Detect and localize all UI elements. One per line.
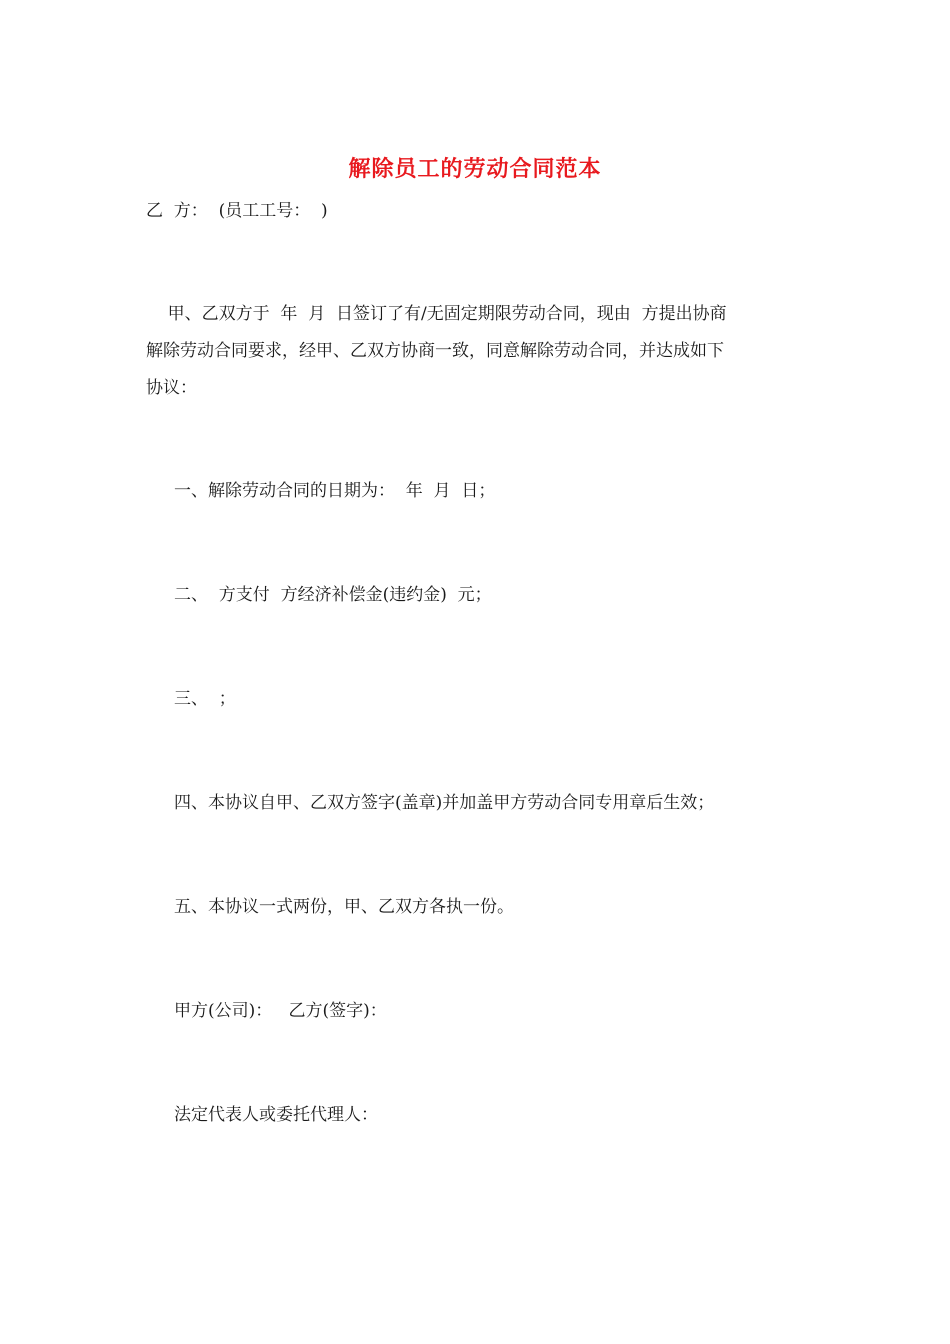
clause-2: 二、 方支付 方经济补偿金(违约金) 元； <box>174 585 492 605</box>
clause-4: 四、本协议自甲、乙双方签字(盖章)并加盖甲方劳动合同专用章后生效； <box>174 793 715 813</box>
clause-1: 一、解除劳动合同的日期为： 年 月 日； <box>174 481 496 501</box>
intro-line-2: 解除劳动合同要求，经甲、乙双方协商一致，同意解除劳动合同，并达成如下 <box>146 341 724 361</box>
representative-line: 法定代表人或委托代理人： <box>174 1105 378 1125</box>
document-title: 解除员工的劳动合同范本 <box>348 156 602 182</box>
clause-3: 三、 ； <box>174 689 236 709</box>
signature-line: 甲方(公司)： 乙方(签字)： <box>174 1001 387 1021</box>
party-b-line: 乙 方： (员工工号： ) <box>146 201 328 221</box>
intro-paragraph <box>146 296 806 407</box>
clause-5: 五、本协议一式两份，甲、乙双方各执一份。 <box>174 897 514 917</box>
intro-line-1: 甲、乙双方于 年 月 日签订了有/无固定期限劳动合同，现由 方提出协商 <box>146 304 727 324</box>
intro-line-3: 协议： <box>146 378 197 398</box>
